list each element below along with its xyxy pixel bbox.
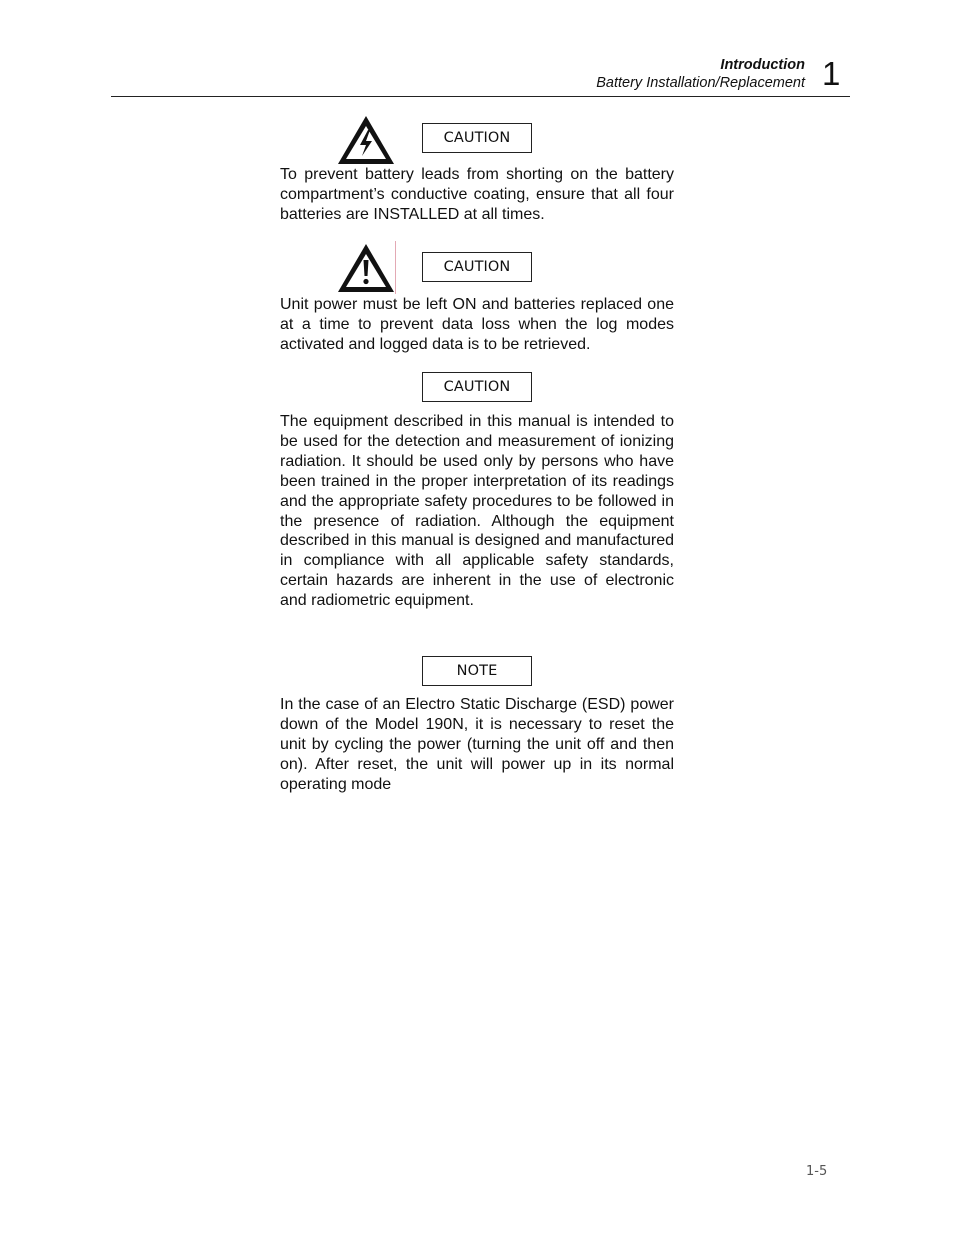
caution-label: CAUTION bbox=[422, 372, 532, 402]
caution-text-power-on: Unit power must be left ON and batteries replaced one at a time to prevent data loss when the log modes activated and logged data is to be retrieved. bbox=[280, 296, 674, 353]
caution-label: CAUTION bbox=[422, 123, 532, 153]
section-title: Introduction bbox=[720, 57, 805, 73]
electric-shock-warning-icon bbox=[336, 114, 396, 166]
header-divider bbox=[111, 96, 850, 97]
caution-text-battery-leads: To prevent battery leads from shorting on the battery compartment’s conductive coating, ensure that all four batteries are INSTALLED at all times. bbox=[280, 166, 674, 223]
caution-text-radiation: The equipment described in this manual is intended to be used for the detection and measurement of ionizing radiation. It should be used only by persons who have been trained in the proper interpretation of its readings and the appropriate safety procedures to be followed in the presence of radiation. Although the equipment described in this manual is designed and manufactured in compliance with all applicable safety standards, certain hazards are inherent in the use of electronic and radiometric equipment. bbox=[280, 413, 674, 610]
note-label: NOTE bbox=[422, 656, 532, 686]
subsection-title: Battery Installation/Replacement bbox=[596, 75, 805, 91]
exclamation-warning-icon bbox=[336, 242, 396, 294]
chapter-number: 1 bbox=[822, 55, 841, 92]
caution-label: CAUTION bbox=[422, 252, 532, 282]
page-number: 1-5 bbox=[806, 1164, 828, 1179]
note-text-esd: In the case of an Electro Static Discharge (ESD) power down of the Model 190N, it is necessary to reset the unit by cycling the power (turning the unit off and then on). After reset, the unit will power up in its normal operating mode bbox=[280, 696, 674, 793]
margin-mark bbox=[395, 241, 396, 294]
